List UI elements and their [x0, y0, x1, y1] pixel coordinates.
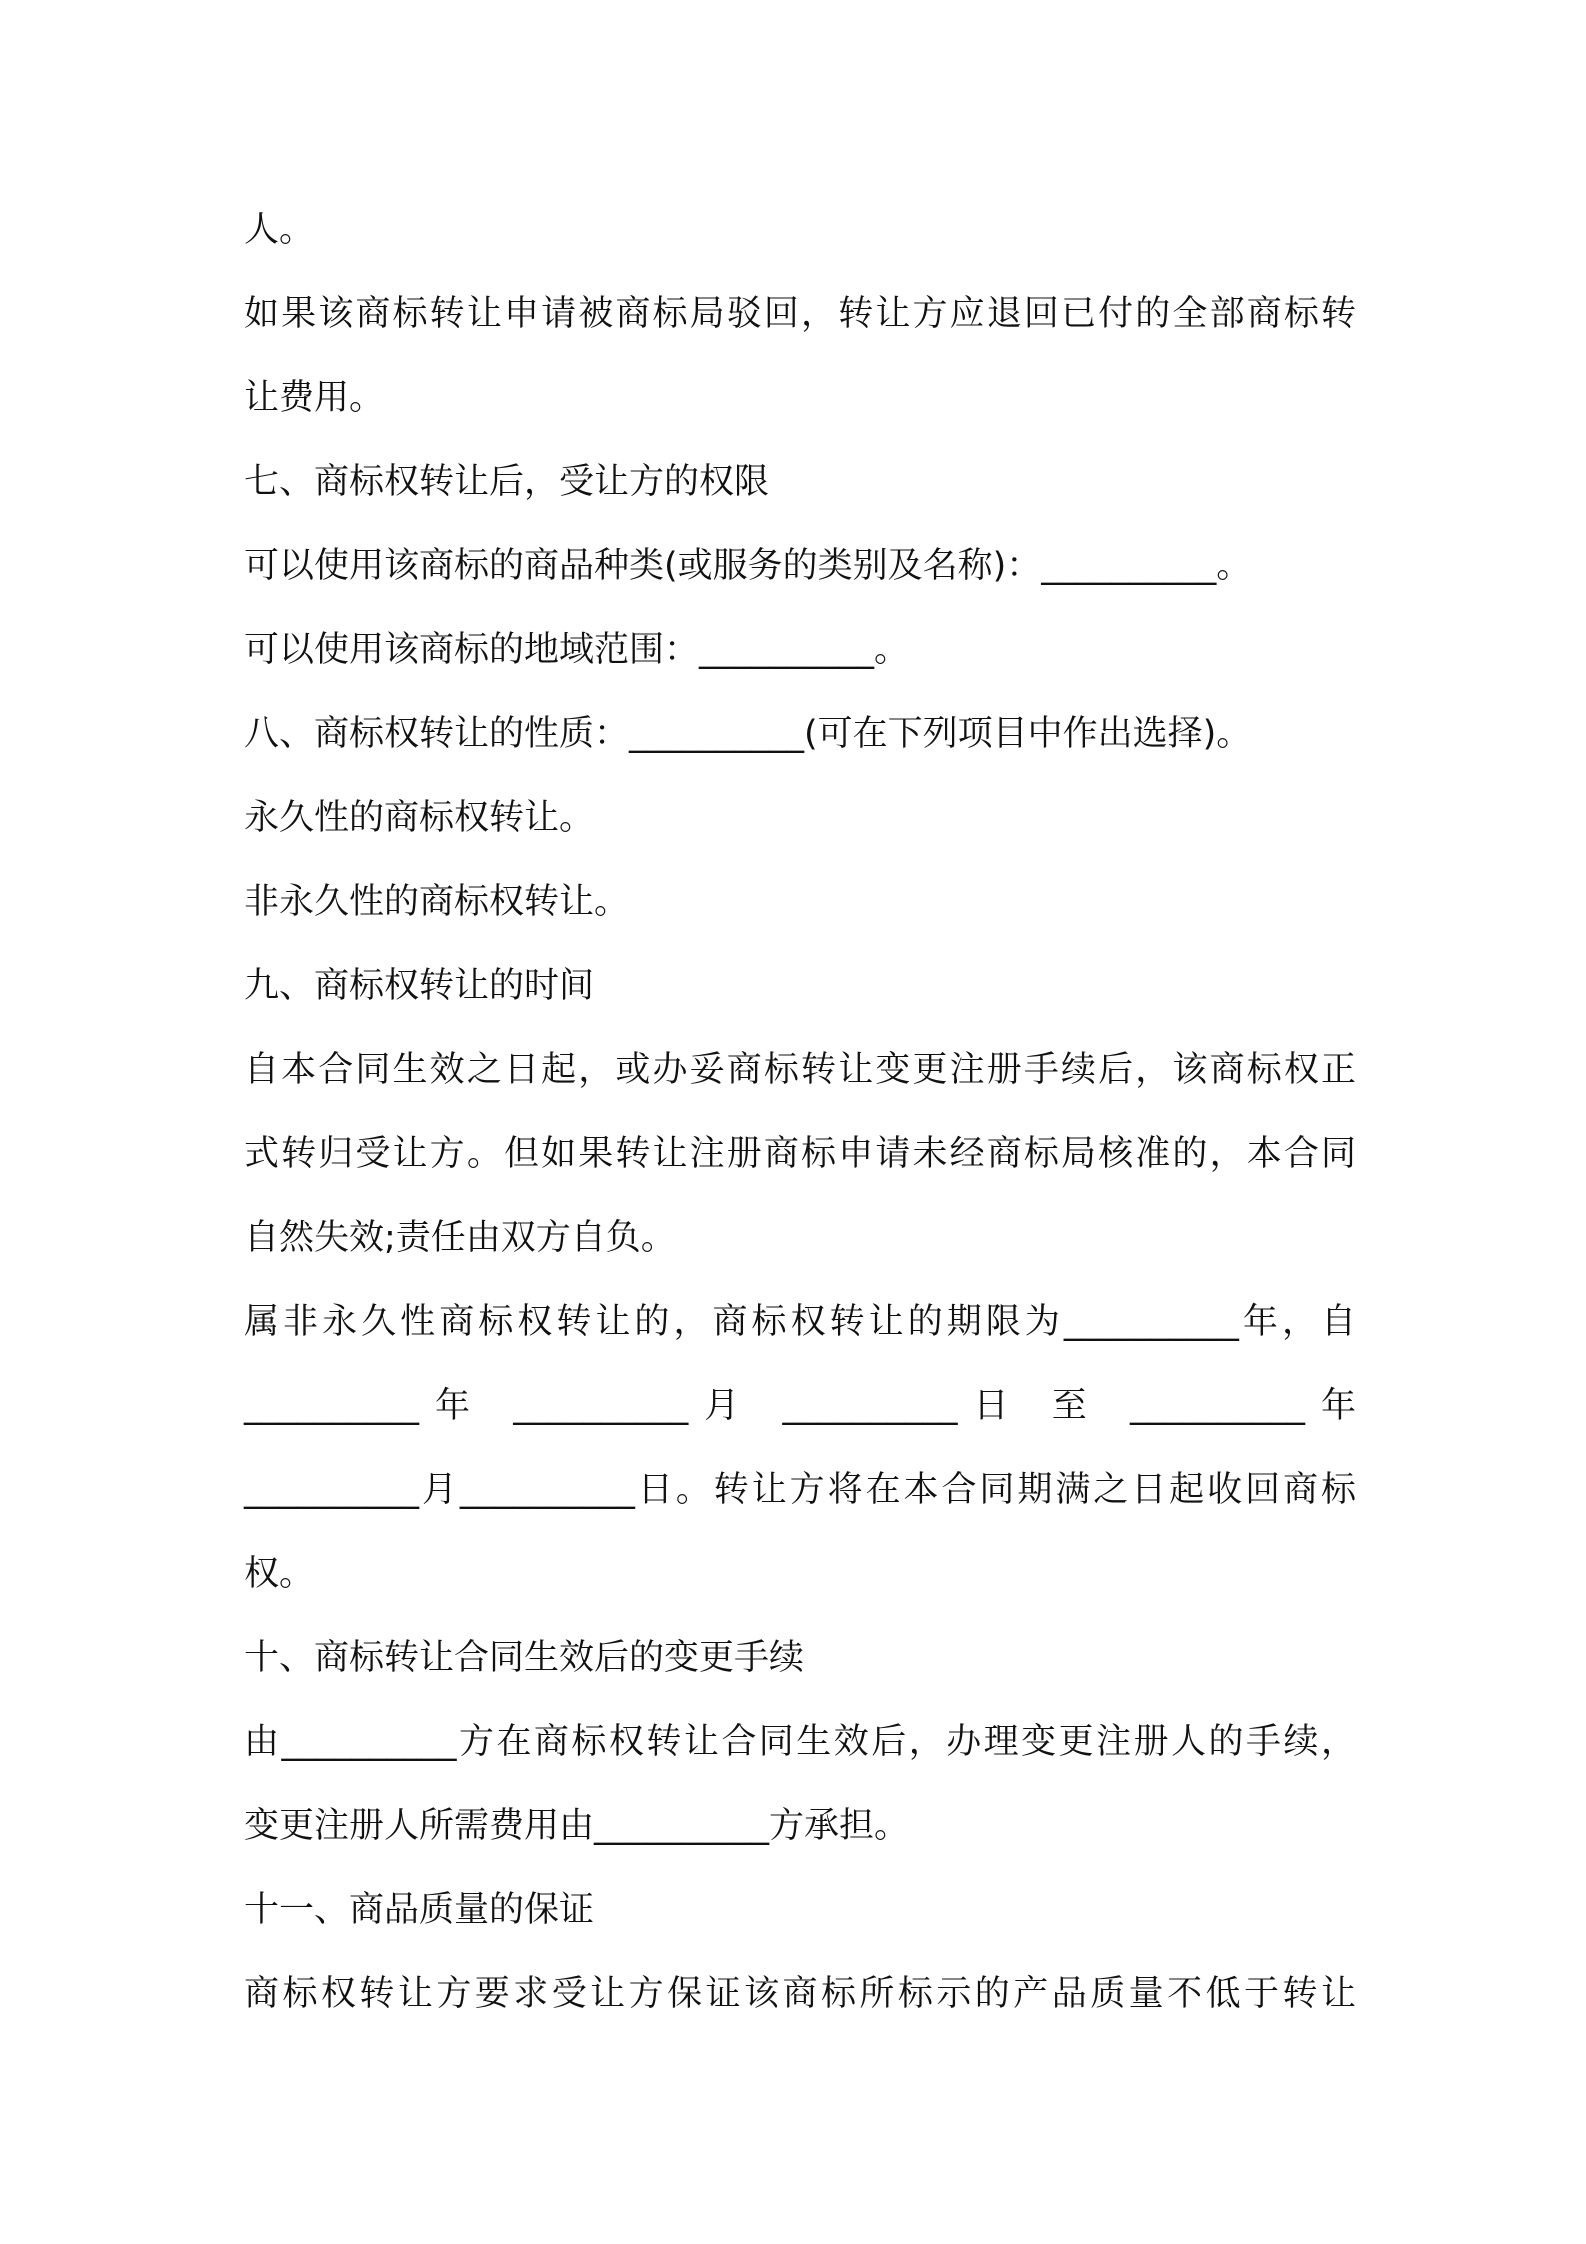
text-line: 属非永久性商标权转让的，商标权转让的期限为__________年，自	[244, 1302, 1356, 1342]
text-line: 式转归受让方。但如果转让注册商标申请未经商标局核准的，本合同	[244, 1134, 1356, 1174]
text-line: 自然失效;责任由双方自负。	[244, 1218, 676, 1258]
text-line: 让费用。	[244, 378, 385, 418]
text-line: __________月__________日。转让方将在本合同期满之日起收回商标	[244, 1470, 1356, 1510]
section-heading-7: 七、商标权转让后，受让方的权限	[244, 462, 770, 502]
text-line: 可以使用该商标的地域范围：__________。	[244, 630, 910, 670]
text-line: 如果该商标转让申请被商标局驳回，转让方应退回已付的全部商标转	[244, 294, 1356, 334]
text-line: 自本合同生效之日起，或办妥商标转让变更注册手续后，该商标权正	[244, 1050, 1356, 1090]
section-heading-8: 八、商标权转让的性质：__________(可在下列项目中作出选择)。	[244, 714, 1252, 754]
text-line: 权。	[244, 1554, 315, 1594]
section-heading-10: 十、商标转让合同生效后的变更手续	[244, 1638, 805, 1678]
option-item: 非永久性的商标权转让。	[244, 882, 630, 922]
section-heading-11: 十一、商品质量的保证	[244, 1890, 595, 1930]
section-heading-9: 九、商标权转让的时间	[244, 966, 595, 1006]
document-body	[244, 188, 1356, 2036]
option-item: 永久性的商标权转让。	[244, 798, 595, 838]
text-line: 可以使用该商标的商品种类(或服务的类别及名称)：__________。	[244, 546, 1252, 586]
text-line: 变更注册人所需费用由__________方承担。	[244, 1806, 910, 1846]
text-line: 人。	[244, 210, 315, 250]
text-line: __________年 __________月 __________日 至 __________年	[244, 1386, 1356, 1426]
text-line: 商标权转让方要求受让方保证该商标所标示的产品质量不低于转让	[244, 1974, 1356, 2014]
text-line: 由__________方在商标权转让合同生效后，办理变更注册人的手续，	[244, 1722, 1356, 1762]
